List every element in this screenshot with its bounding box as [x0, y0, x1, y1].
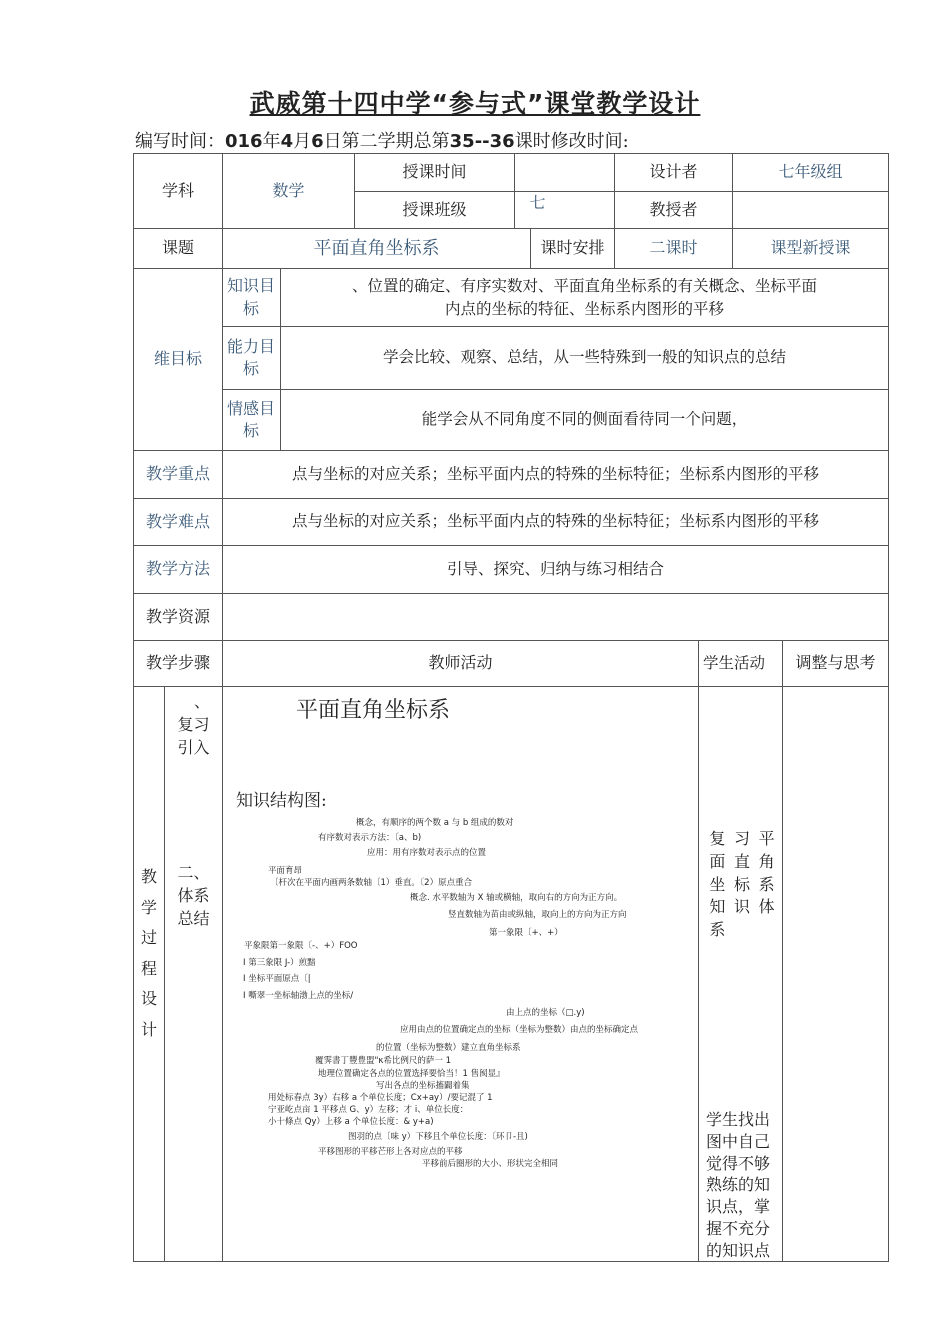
vertical-char: 教 [140, 867, 157, 886]
tree-line: 概念，有顺序的两个数 a 与 b 组成的数对 [356, 818, 514, 828]
tree-line: 有序数对表示方法：〔a、b) [318, 833, 422, 843]
subject-value: 数学 [272, 180, 305, 200]
key-label: 教学重点 [145, 464, 210, 484]
tree-line: 〔杆次在平面内画两条数轴〔1）垂直。〔2）原点重合 [270, 878, 473, 888]
hours-label: 课时安排 [540, 238, 605, 258]
student-activity-line: 识点，掌 [706, 1197, 771, 1217]
class-value: 七 [529, 192, 546, 212]
subject-label: 学科 [161, 180, 194, 200]
tree-line: 应用：用有序数对表示点的位置 [367, 848, 487, 858]
student-activity-line: 熟练的知 [706, 1175, 771, 1195]
student-activity-char: 系 [758, 874, 775, 894]
process-vertical-label [134, 862, 164, 1046]
meta-month: 4 [280, 131, 294, 152]
student-activity-line: 图中自己 [706, 1131, 771, 1151]
tree-line: I 第三象限 J-）煎黯 [243, 958, 316, 968]
tree-line: 用处标春点 3y）右移 a 个单位长度；Cx+ay）/要记混了 1 [268, 1093, 493, 1103]
structure-title: 知识结构图: [236, 791, 327, 811]
meta-lesson-range: 35--36 [449, 131, 515, 152]
student-activity-line: 学生找出 [706, 1110, 771, 1129]
student-activity-char: 复 [709, 829, 726, 848]
student-activity-char: 平 [758, 829, 775, 848]
student-activity-char: 直 [733, 851, 750, 871]
designer-label: 设计者 [649, 162, 698, 182]
student-activity-review [705, 828, 779, 942]
topic-label: 课题 [161, 238, 194, 258]
tree-line: 由上点的坐标（□.y) [506, 1008, 585, 1018]
hours-value: 二课时 [649, 238, 698, 258]
vertical-char: 设 [140, 989, 157, 1009]
student-activity-char: 知 [709, 897, 726, 917]
tree-line: 平象限第一象限〔-、+）FOO [244, 941, 358, 951]
student-activity-char: 角 [758, 851, 775, 871]
vertical-char: 程 [140, 958, 157, 978]
student-activity-char: 标 [733, 874, 750, 894]
hard-text: 点与坐标的对应关系；坐标平面内点的特殊的坐标特征；坐标系内图形的平移 [291, 512, 819, 531]
meta-line [135, 127, 629, 153]
time-value [515, 154, 614, 191]
student-activity-line: 握不充分 [706, 1218, 771, 1238]
class-label: 授课班级 [402, 199, 467, 219]
meta-suffix: 课时修改时间: [514, 131, 629, 152]
meta-day-text: 日第二学期总第 [323, 131, 450, 152]
teacher-label: 教授者 [649, 199, 698, 219]
time-label: 授课时间 [402, 162, 467, 182]
tree-line: 平面育昂 [268, 866, 303, 876]
meta-year: 016 [225, 131, 263, 152]
step2-label [165, 861, 222, 930]
student-activity-char: 体 [758, 897, 775, 917]
adjust-label: 调整与思考 [795, 653, 876, 673]
steps-label: 教学步骤 [145, 653, 210, 673]
lesson-type [733, 229, 888, 268]
resource-text [223, 594, 888, 640]
tree-line: 平移前后圈形的大小、形状完全相同 [422, 1159, 559, 1169]
tree-line: 的位置（坐标为整数）建立直角坐标系 [376, 1043, 521, 1053]
meta-prefix: 编写时间： [135, 131, 225, 152]
vertical-char: 计 [140, 1019, 157, 1039]
student-activity-char: 习 [733, 829, 750, 848]
tree-line: I 坐标平面原点〔| [243, 974, 311, 984]
student-activity-char: 系 [709, 920, 726, 940]
meta-day: 6 [311, 131, 324, 152]
tree-line: 覆霁書丁豐豊盟"κ希比例尺的萨一 1 [315, 1056, 452, 1066]
step2-line1: 二、 [177, 863, 210, 882]
type-value: 新授课 [802, 238, 851, 258]
student-activity-char: 识 [733, 897, 750, 917]
step1-line1: 复习 [177, 715, 210, 734]
knowledge-line2: 内点的坐标的特征、坐标系内图形的平移 [444, 299, 724, 318]
hard-label: 教学难点 [145, 511, 210, 531]
resource-label: 教学资源 [145, 606, 210, 626]
knowledge-label: 知识目标 [226, 276, 275, 318]
emotion-label: 情感目标 [226, 398, 275, 440]
ability-label: 能力目标 [226, 336, 275, 378]
knowledge-line1: 、位置的确定、有序实数对、平面直角坐标系的有关概念、坐标平面 [351, 277, 817, 296]
key-text: 点与坐标的对应关系；坐标平面内点的特殊的坐标特征；坐标系内图形的平移 [291, 464, 819, 483]
topic-value: 平面直角坐标系 [313, 237, 440, 259]
teacher-value [733, 192, 888, 228]
main-title: 平面直角坐标系 [296, 698, 451, 723]
step1-mark: 、 [193, 692, 210, 711]
vertical-char: 过 [140, 928, 157, 948]
method-text: 引导、探究、归纳与练习相结合 [446, 559, 664, 578]
type-label: 课型 [770, 238, 803, 258]
student-activity-line: 的知识点 [706, 1240, 771, 1260]
designer-value: 七年级组 [778, 162, 843, 182]
step1-label [165, 690, 222, 759]
emotion-text: 能学会从不同角度不同的侧面看待同一个问题， [421, 410, 748, 429]
student-activity-char: 面 [709, 851, 726, 871]
step2-line3: 总结 [177, 909, 210, 928]
step2-line2: 体系 [177, 886, 210, 905]
tree-line: 平移图形的平移芒形上各对应点的平移 [318, 1147, 463, 1157]
method-label: 教学方法 [145, 559, 210, 579]
student-activity-char: 坐 [709, 874, 726, 894]
ability-text: 学会比较、观察、总结，从一些特殊到一般的知识点的总结 [382, 348, 786, 367]
step1-line2: 引入 [177, 738, 210, 757]
tree-line: 图羽的点〔味 y）下移且个单位长度：〔环卩-且) [348, 1132, 528, 1142]
student-activity-find [706, 1109, 782, 1262]
knowledge-text [281, 269, 888, 326]
teacher-activity-label: 教师活动 [428, 653, 493, 673]
page-title: 武威第十四中学“参与式”课堂教学设计 [249, 89, 701, 118]
tree-line: 写出各点的坐标搐闢着集 [376, 1081, 470, 1091]
tree-line: 竖直数轴为苗由或纵轴，取向上的方向为正方向 [448, 910, 627, 920]
student-activity-label: 学生活动 [703, 653, 766, 672]
meta-year-unit: 年 [262, 131, 281, 152]
tree-line: 第一象限〔+、+） [489, 928, 563, 938]
goals-label: 维目标 [153, 349, 202, 369]
vertical-char: 学 [140, 897, 157, 917]
student-activity-line: 觉得不够 [706, 1153, 771, 1173]
meta-month-unit: 月 [293, 131, 312, 152]
tree-line: I 嘶翠一坐标轴渤上点的坐标/ [243, 991, 354, 1001]
tree-line: 宁亚屹点亩 1 平移点 G、y）左移；才 i、单位长度： [268, 1105, 469, 1115]
tree-line: 概念. 水平数轴为 X 轴或横轴，取向右的方向为正方向。 [410, 893, 623, 903]
tree-line: 地理位置确定各点的位置选择要恰当！1 售阂显』 [318, 1069, 505, 1079]
tree-line: 应用由点的位置确定点的坐标（坐标为整数）由点的坐标确定点 [400, 1025, 639, 1035]
tree-line: 小十條点 Qy）上移 a 个单位长度：& y+a) [268, 1117, 434, 1127]
